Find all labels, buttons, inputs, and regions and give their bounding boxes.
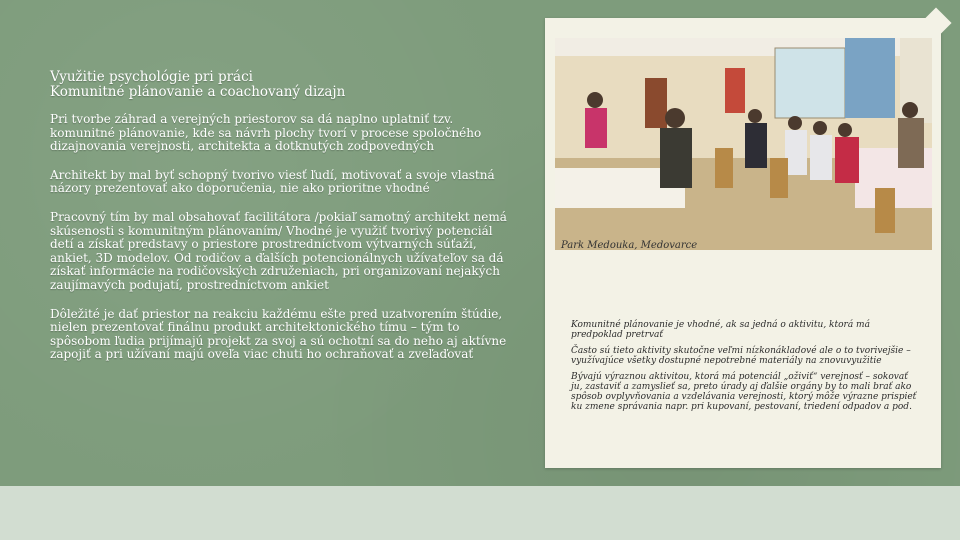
slide-title [50,70,510,100]
note-3: Bývajú výraznou aktivitou, ktorá má potenciál „oživiť“ verejnosť – sokovať ju, zastaviť a zamyslieť sa, preto úrady aj ďalšie orgány by to mali brať ako spôsob ovplyvňovania a vzdelávania verejnosti, ktorý môže výrazne prispieť ku zmene správania napr. pri kupovaní, pestovaní, triedení odpadov a pod. [571,372,917,412]
title-line-2: Komunitné plánovanie a coachovaný dizajn [50,84,346,100]
bottom-band [0,486,960,540]
note-2: Často sú tieto aktivity skutočne veľmi nízkonákladové ale o to tvorivejšie – využívajúce všetky dostupné nepotrebné materiály na znovuvyužitie [571,346,911,366]
main-text-column [50,70,510,377]
paragraph-4: Dôležité je dať priestor na reakciu každému ešte pred uzatvorením štúdie, nielen prezentovať finálnu produkt architektonického tímu – tým to spôsobom ľudia prijímajú projekt za svoj a sú ochotní sa do neho aj aktívne zapojiť a pri užívaní majú oveľa viac chuti ho ochraňovať a zveľaďovať [50,306,507,362]
photo-caption: Park Medouka, Medovarce [561,240,698,251]
paragraph-3: Pracovný tím by mal obsahovať facilitátora /pokiaľ samotný architekt nemá skúsenosti s komunitným plánovaním/ Vhodné je využiť tvorivý potenciál detí a získať predstavy o priestore prostredníctvom výtvarných súťaží, ankiet, 3D modelov. Od rodičov a ďalších potencionálnych užívateľov sa dá získať informácie na rodičovských združeniach, pri organizovaní nejakých zaujímavých podujatí, prostredníctvom ankiet [50,209,507,292]
title-line-1: Využitie psychológie pri práci [50,69,253,85]
note-1: Komunitné plánovanie je vhodné, ak sa jedná o aktivitu, ktorá má predpoklad pretrvať [571,320,870,340]
notes-section [571,320,921,418]
community-meeting-photo [555,38,932,250]
photo-card [545,18,941,468]
paragraph-2: Architekt by mal byť schopný tvorivo viesť ľudí, motivovať a svoje vlastná názory prezentovať ako doporučenia, nie ako prioritne vhodné [50,167,495,196]
photo-illustration [555,38,932,250]
paragraph-1: Pri tvorbe záhrad a verejných priestorov sa dá naplno uplatniť tzv. komunitné plánovanie, kde sa návrh plochy tvorí v procese spoločného dizajnovania verejnosti, architekta a dotknutých zodpovedných [50,112,482,154]
